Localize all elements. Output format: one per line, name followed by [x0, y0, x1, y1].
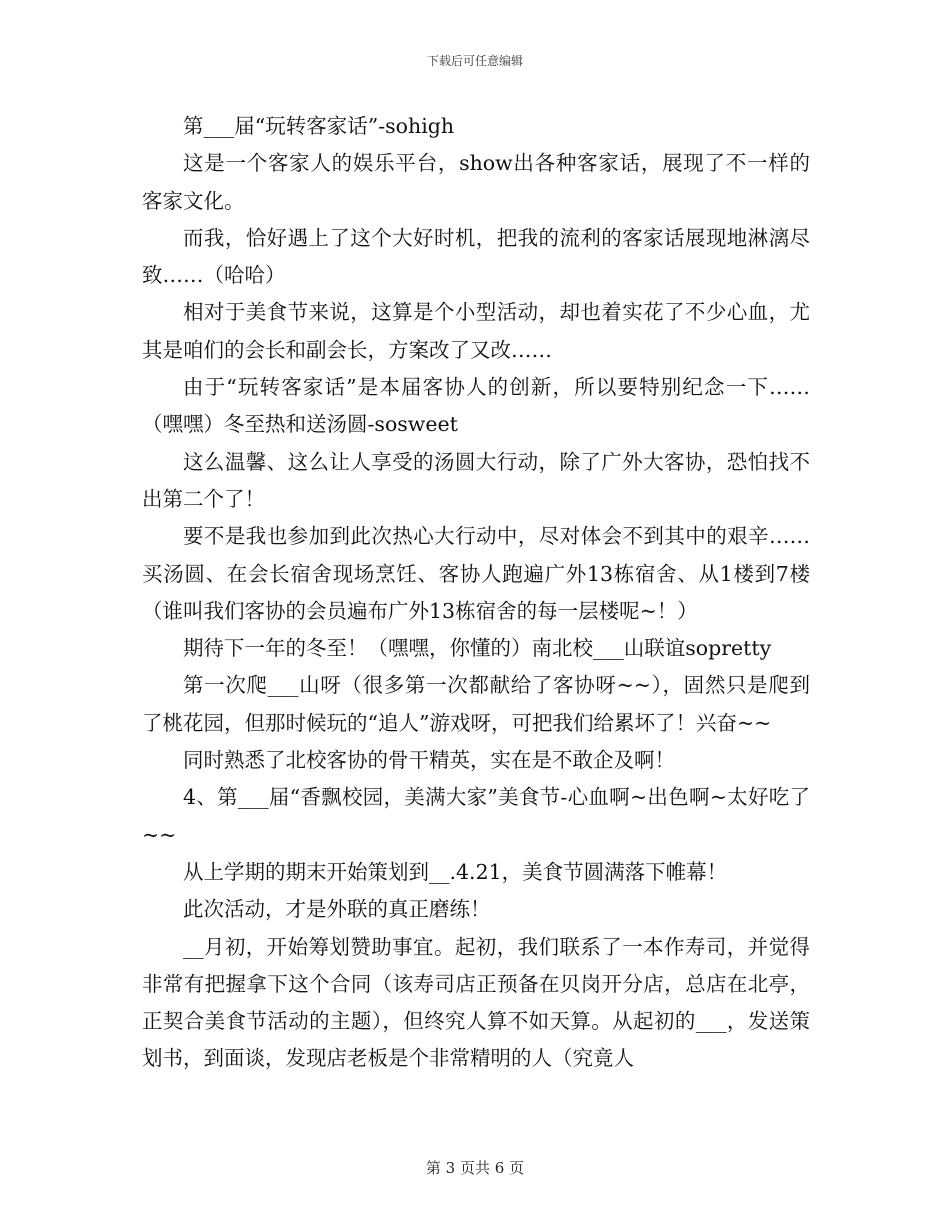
- paragraph-13: 此次活动，才是外联的真正磨练！: [183, 897, 491, 922]
- document-body: [142, 108, 810, 1078]
- paragraph-1: 第___届“玩转客家话”-sohigh: [183, 114, 455, 138]
- paragraph-8: 期待下一年的冬至！（嘿嘿，你懂的）南北校___山联谊sopretty: [183, 636, 772, 661]
- paragraph-2: 这是一个客家人的娱乐平台，show出各种客家话，展现了不一样的客家文化。: [142, 151, 810, 213]
- paragraph-3: 而我，恰好遇上了这个大好时机，把我的流利的客家话展现地淋漓尽致……（哈哈）: [142, 225, 810, 288]
- paragraph-9: 第一次爬___山呀（很多第一次都献给了客协呀~~），固然只是爬到了桃花园，但那时候玩的“追人”游戏呀，可把我们给累坏了！兴奋~~: [142, 673, 810, 735]
- page-number: 第 3 页共 6 页: [425, 1159, 525, 1177]
- paragraph-10: 同时熟悉了北校客协的骨干精英，实在是不敢企及啊！: [183, 748, 675, 773]
- paragraph-12: 从上学期的期末开始策划到__.4.21，美食节圆满落下帷幕！: [183, 859, 728, 884]
- paragraph-4: 相对于美食节来说，这算是个小型活动，却也着实花了不少心血，尤其是咱们的会长和副会长，方案改了又改……: [142, 300, 810, 362]
- paragraph-5: 由于“玩转客家话”是本届客协人的创新，所以要特别纪念一下……（嘿嘿）冬至热和送汤圆-sosweet: [142, 375, 810, 437]
- paragraph-14: __月初，开始筹划赞助事宜。起初，我们联系了一本作寿司，并觉得非常有把握拿下这个合同（该寿司店正预备在贝岗开分店，总店在北亭，正契合美食节活动的主题），但终究人算不如天算。从起初的___，发送策划书，到面谈，发现店老板是个非常精明的人（究竟人: [142, 934, 810, 1071]
- paragraph-11: 4、第___届“香飘校园，美满大家”美食节-心血啊~出色啊~太好吃了~~: [142, 785, 810, 847]
- paragraph-7: 要不是我也参加到此次热心大行动中，尽对体会不到其中的艰辛……买汤圆、在会长宿舍现场烹饪、客协人跑遍广外13栋宿舍、从1楼到7楼（谁叫我们客协的会员遍布广外13栋宿舍的每一层楼呢~！）: [142, 524, 810, 623]
- page-header: 下载后可任意编辑: [426, 54, 523, 68]
- paragraph-6: 这么温馨、这么让人享受的汤圆大行动，除了广外大客协，恐怕找不出第二个了！: [142, 449, 810, 511]
